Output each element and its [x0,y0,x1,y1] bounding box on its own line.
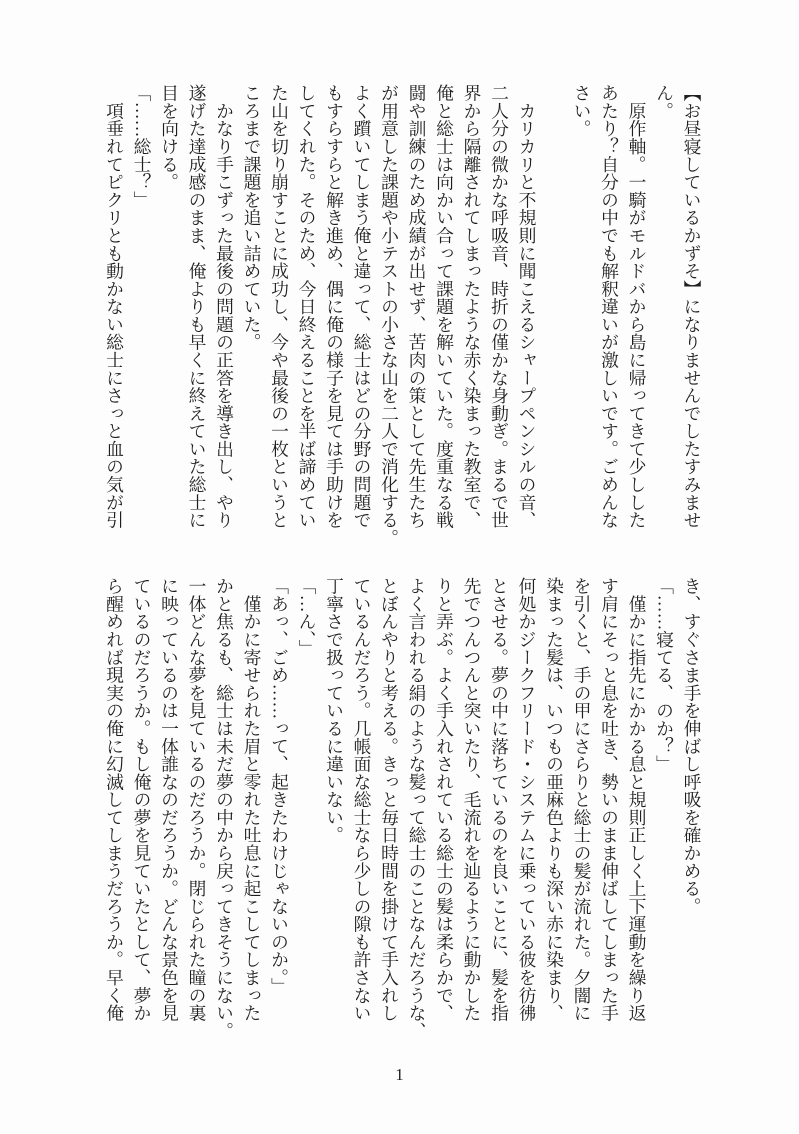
text-line: してくれた。そのため、今日終えることを半ば諦めてい [297,84,317,529]
text-line: 「……寝てる、のか？」 [654,577,675,773]
text-line: が用意した課題や小テストの小さな山を二人で消化する。 [379,84,400,547]
text-line: かなり手こずった最後の問題の正答を導き出し、やり [214,84,235,529]
top-text-block [100,84,705,554]
text-line: 「…ん、」 [297,577,317,658]
text-line: す肩にそっと息を吐き、勢いのまま伸ばしてしまった手 [599,577,620,1022]
text-line: 【お昼寝しているかずそ】になりませんでしたすみませ [682,84,702,529]
text-line: に映っているのは一体誰なのだろうか。どんな景色を見 [159,577,180,1022]
text-line: 丁寧さで扱っているに違いない。 [324,577,345,844]
text-line: とさせる。夢の中に落ちているのを良いことに、髪を指 [489,577,510,1022]
text-line: 僅かに指先にかかる息と規則正しく上下運動を繰り返 [627,577,647,1022]
page-number: 1 [395,1065,404,1084]
text-line: 染まった髪は、いつもの亜麻色よりも深い赤に染まり、 [544,577,565,1022]
text-line: ているのだろうか。もし俺の夢を見ていたとして、夢か [132,577,152,1022]
text-line: 「……総士？」 [132,84,152,209]
text-line: あたり？自分の中でも解釈違いが激しいです。ごめんな [599,84,620,529]
blank-line [540,84,568,554]
text-line: ら醒めれば現実の俺に幻滅してしまうだろうか。早く俺 [104,577,125,1022]
text-line: ん。 [654,84,675,120]
text-line: りと弄ぶ。よく手入れされている総士の髪は柔らかで、 [434,577,455,1022]
text-line: 僅かに寄せられた眉と零れた吐息に起こしてしまった [242,577,262,1022]
text-line: もすらすらと解き進め、偶に俺の様子を見ては手助けを [324,84,345,529]
text-line: 闘や訓練のため成績が出せず、苦肉の策として先生たち [407,84,427,529]
text-line: 二人分の微かな呼吸音、時折の僅かな身動ぎ。まるで世 [489,84,510,529]
text-line: 項垂れてピクリとも動かない総士にさっと血の気が引 [104,84,125,529]
text-line: 原作軸。一騎がモルドバから島に帰ってきて少しした [627,84,647,529]
text-line: 目を向ける。 [159,84,180,191]
text-line: カリカリと不規則に聞こえるシャープペンシルの音、 [517,84,537,529]
text-line: よく躓いてしまう俺と違って、総士はどの分野の問題で [352,84,372,529]
text-line: かと焦るも、総士は未だ夢の中から戻ってきそうにない。 [214,577,235,1040]
text-line: を引くと、手の甲にさらりと総士の髪が流れた。夕闇に [572,577,592,1022]
text-line: さい。 [572,84,592,138]
text-line: 「あっ、ごめ……って、起きたわけじゃないのか。」 [269,577,290,996]
text-line: よく言われる絹のような髪って総士のことなんだろうな、 [407,577,427,1040]
bottom-text-block [100,577,705,1047]
text-line: 界から隔離されてしまったような赤く染まった教室で、 [462,84,482,529]
text-line: 遂げた達成感のまま、俺よりも早くに終えていた総士に [187,84,207,529]
text-line: 何処かジークフリード・システムに乗っている彼を彷彿 [517,577,537,1022]
text-line: き、すぐさま手を伸ばし呼吸を確かめる。 [682,577,702,916]
text-line: た山を切り崩すことに成功し、今や最後の一枚というと [269,84,290,529]
text-line: 俺と総士は向かい合って課題を解いていた。度重なる戦 [434,84,455,529]
text-line: とぼんやりと考える。きっと毎日時間を掛けて手入れし [379,577,400,1022]
text-line: ころまで課題を追い詰めていた。 [242,84,262,351]
text-line: 一体どんな夢を見ているのだろうか。閉じられた瞳の裏 [187,577,207,1022]
text-line: ているんだろう。几帳面な総士なら少しの隙も許さない [352,577,372,1022]
text-line: 先でつんつんと突いたり、毛流れを辿るように動かした [462,577,482,1022]
